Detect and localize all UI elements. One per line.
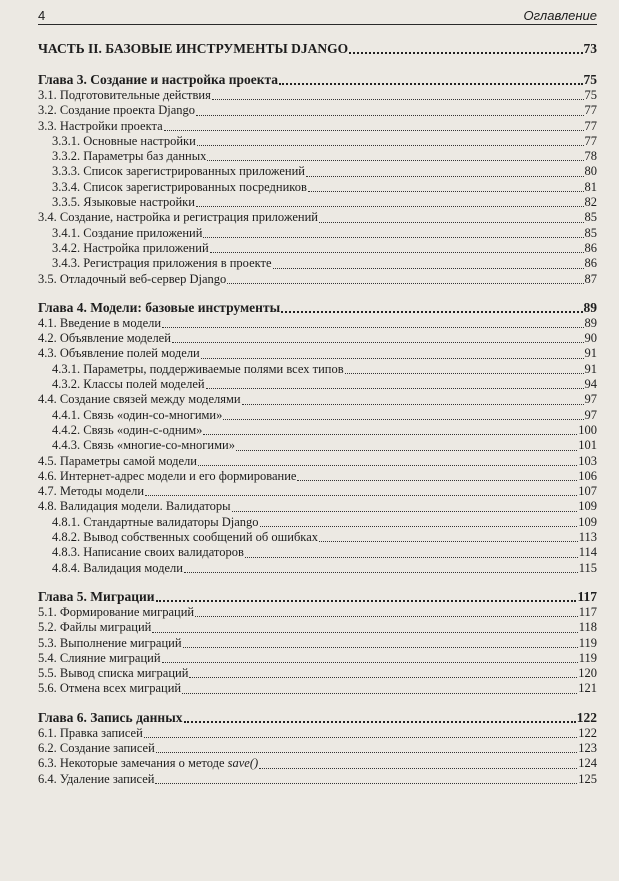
entry-title bbox=[38, 331, 171, 346]
entry-title-text: 4.8.3. Написание своих валидаторов bbox=[52, 545, 244, 560]
toc-subsection-entry[interactable] bbox=[38, 226, 597, 241]
chapter-page: 122 bbox=[576, 709, 597, 725]
dot-leader bbox=[242, 404, 584, 405]
toc-chapter-heading[interactable] bbox=[38, 588, 597, 605]
toc-subsection-entry[interactable] bbox=[38, 545, 597, 560]
entry-title-text: 3.5. Отладочный веб-сервер Django bbox=[38, 271, 227, 286]
entry-title-text: 4.6. Интернет-адрес модели и его формирование bbox=[38, 468, 297, 483]
entry-title bbox=[38, 605, 194, 620]
toc-part-heading bbox=[38, 40, 597, 57]
entry-page: 113 bbox=[578, 530, 597, 545]
entry-page: 114 bbox=[578, 545, 597, 560]
toc-section-entry[interactable] bbox=[38, 316, 597, 331]
toc-subsection-entry[interactable] bbox=[38, 149, 597, 164]
dot-leader bbox=[201, 358, 584, 359]
entry-page: 125 bbox=[578, 771, 597, 786]
dot-leader bbox=[306, 176, 584, 177]
entry-title-text: 6.4. Удаление записей bbox=[38, 771, 155, 786]
toc-subsection-entry[interactable] bbox=[38, 561, 597, 576]
entry-page: 107 bbox=[578, 484, 597, 499]
entry-page: 94 bbox=[584, 377, 597, 392]
entry-title-text: 3.3.4. Список зарегистрированных посредников bbox=[52, 179, 307, 194]
dot-leader bbox=[195, 616, 578, 617]
entry-title-text: 4.3.2. Классы полей моделей bbox=[52, 377, 205, 392]
toc-section-entry[interactable] bbox=[38, 454, 597, 469]
entry-page: 91 bbox=[584, 361, 597, 376]
entry-title-text: 5.5. Вывод списка миграций bbox=[38, 666, 189, 681]
entry-title bbox=[52, 226, 202, 241]
dot-leader bbox=[281, 311, 582, 313]
entry-title bbox=[52, 241, 209, 256]
entry-title bbox=[38, 726, 143, 741]
entry-page: 78 bbox=[584, 149, 597, 164]
toc-subsection-entry[interactable] bbox=[38, 195, 597, 210]
entry-title bbox=[38, 103, 195, 118]
entry-title bbox=[38, 651, 161, 666]
entry-page: 106 bbox=[578, 468, 597, 483]
entry-title-text: 6.3. Некоторые замечания о методе bbox=[38, 756, 228, 771]
toc-section-entry[interactable] bbox=[38, 469, 597, 484]
entry-title-text: 5.1. Формирование миграций bbox=[38, 604, 195, 619]
toc-section-entry[interactable] bbox=[38, 651, 597, 666]
entry-title-text: 3.4.1. Создание приложений bbox=[52, 225, 203, 240]
toc-section-entry[interactable] bbox=[38, 499, 597, 514]
entry-title bbox=[52, 256, 272, 271]
entry-title bbox=[52, 423, 202, 438]
chapter-page: 117 bbox=[577, 588, 597, 604]
toc-subsection-entry[interactable] bbox=[38, 408, 597, 423]
entry-page: 109 bbox=[578, 499, 597, 514]
entry-title bbox=[38, 210, 318, 225]
toc-subsection-entry[interactable] bbox=[38, 515, 597, 530]
entry-title bbox=[38, 272, 226, 287]
entry-title-text: 3.3.5. Языковые настройки bbox=[52, 195, 195, 210]
dot-leader bbox=[308, 191, 584, 192]
entry-page: 109 bbox=[578, 514, 597, 529]
entry-page: 123 bbox=[578, 740, 597, 755]
toc-section-entry[interactable] bbox=[38, 346, 597, 361]
toc-section-entry[interactable] bbox=[38, 666, 597, 681]
part-page: 73 bbox=[583, 41, 597, 56]
entry-title-text: 3.4.3. Регистрация приложения в проекте bbox=[52, 256, 272, 271]
entry-title-text: 5.4. Слияние миграций bbox=[38, 650, 161, 665]
entry-page: 89 bbox=[584, 315, 597, 330]
dot-leader bbox=[223, 419, 583, 420]
dot-leader bbox=[206, 388, 584, 389]
entry-title-text: 4.4.2. Связь «один-с-одним» bbox=[52, 422, 203, 437]
entry-page: 82 bbox=[584, 195, 597, 210]
dot-leader bbox=[259, 768, 577, 769]
dot-leader bbox=[152, 632, 577, 633]
entry-title-text: 3.3.2. Параметры баз данных bbox=[52, 149, 207, 164]
entry-title-text: 4.4.3. Связь «многие-со-многими» bbox=[52, 438, 235, 453]
entry-title bbox=[38, 88, 211, 103]
dot-leader bbox=[227, 283, 583, 284]
dot-leader bbox=[197, 145, 584, 146]
entry-title-text: 3.3.3. Список зарегистрированных приложений bbox=[52, 164, 305, 179]
chapter-title: Глава 3. Создание и настройка проекта bbox=[38, 72, 279, 87]
entry-page: 103 bbox=[578, 453, 597, 468]
entry-title-text: 4.4. Создание связей между моделями bbox=[38, 392, 241, 407]
toc-subsection-entry[interactable] bbox=[38, 256, 597, 271]
entry-title bbox=[52, 149, 206, 164]
entry-title-text: 6.1. Правка записей bbox=[38, 725, 143, 740]
dot-leader bbox=[145, 495, 577, 496]
entry-title-text: 3.3.1. Основные настройки bbox=[52, 133, 196, 148]
toc-chapter-heading[interactable] bbox=[38, 299, 597, 316]
entry-title bbox=[38, 392, 241, 407]
entry-title bbox=[38, 636, 182, 651]
entry-page: 90 bbox=[584, 331, 597, 346]
dot-leader bbox=[156, 752, 577, 753]
dot-leader bbox=[144, 737, 577, 738]
entry-page: 77 bbox=[584, 118, 597, 133]
entry-title bbox=[52, 545, 244, 560]
chapter-title: Глава 5. Миграции bbox=[38, 588, 155, 604]
dot-leader bbox=[207, 160, 583, 161]
entry-title bbox=[38, 620, 151, 635]
entry-title-text: 4.1. Введение в модели bbox=[38, 315, 162, 330]
entry-title bbox=[52, 134, 196, 149]
dot-leader bbox=[172, 342, 584, 343]
dot-leader bbox=[182, 693, 577, 694]
entry-title bbox=[38, 499, 231, 514]
entry-title-text: 4.5. Параметры самой модели bbox=[38, 453, 197, 468]
entry-title bbox=[52, 438, 235, 453]
chapter-spacer bbox=[38, 287, 597, 299]
dot-leader bbox=[212, 99, 584, 100]
dot-leader bbox=[184, 721, 576, 723]
dot-leader bbox=[279, 83, 582, 85]
entry-title bbox=[38, 316, 161, 331]
toc-subsection-entry[interactable] bbox=[38, 241, 597, 256]
entry-title-text: 4.8.1. Стандартные валидаторы Django bbox=[52, 514, 259, 529]
entry-page: 86 bbox=[584, 256, 597, 271]
toc-section-entry[interactable] bbox=[38, 605, 597, 620]
dot-leader bbox=[196, 206, 584, 207]
entry-page: 124 bbox=[578, 756, 597, 771]
entry-title-text: 4.4.1. Связь «один-со-многими» bbox=[52, 407, 223, 422]
entry-page: 97 bbox=[584, 407, 597, 422]
toc-chapter-heading[interactable] bbox=[38, 709, 597, 726]
entry-title-text: 4.3. Объявление полей модели bbox=[38, 346, 200, 361]
dot-leader bbox=[245, 557, 578, 558]
toc-subsection-entry[interactable] bbox=[38, 438, 597, 453]
entry-title-text: 3.2. Создание проекта Django bbox=[38, 103, 196, 118]
entry-page: 97 bbox=[584, 392, 597, 407]
toc-section-entry[interactable] bbox=[38, 484, 597, 499]
toc-subsection-entry[interactable] bbox=[38, 423, 597, 438]
running-title: Оглавление bbox=[523, 8, 597, 23]
entry-page: 77 bbox=[584, 103, 597, 118]
toc-section-entry[interactable] bbox=[38, 741, 597, 756]
entry-title-text: 5.6. Отмена всех миграций bbox=[38, 681, 182, 696]
toc-section-entry[interactable] bbox=[38, 103, 597, 118]
entry-page: 122 bbox=[578, 725, 597, 740]
entry-page: 81 bbox=[584, 179, 597, 194]
toc-section-entry[interactable] bbox=[38, 772, 597, 787]
entry-title bbox=[52, 195, 195, 210]
entry-title-text: 4.8.2. Вывод собственных сообщений об ошибках bbox=[52, 530, 318, 545]
entry-title bbox=[38, 119, 163, 134]
entry-title-text: 4.7. Методы модели bbox=[38, 484, 145, 499]
chapter-page: 89 bbox=[583, 299, 597, 315]
entry-page: 80 bbox=[584, 164, 597, 179]
toc-section-entry[interactable] bbox=[38, 210, 597, 225]
entry-page: 87 bbox=[584, 271, 597, 286]
table-of-contents bbox=[38, 40, 597, 787]
entry-title bbox=[38, 741, 155, 756]
entry-title-text: 3.4. Создание, настройка и регистрация приложений bbox=[38, 210, 318, 225]
entry-title-text: 3.1. Подготовительные действия bbox=[38, 88, 211, 102]
toc-section-entry[interactable] bbox=[38, 756, 597, 771]
entry-title bbox=[52, 164, 305, 179]
part-title: ЧАСТЬ II. БАЗОВЫЕ ИНСТРУМЕНТЫ DJANGO bbox=[38, 41, 349, 56]
dot-leader bbox=[297, 480, 577, 481]
entry-title bbox=[38, 756, 258, 771]
dot-leader bbox=[183, 647, 578, 648]
toc-subsection-entry[interactable] bbox=[38, 362, 597, 377]
dot-leader bbox=[210, 252, 584, 253]
toc-section-entry[interactable] bbox=[38, 119, 597, 134]
chapter-title: Глава 6. Запись данных bbox=[38, 709, 183, 725]
dot-leader bbox=[184, 572, 578, 573]
page-number: 4 bbox=[38, 8, 46, 23]
entry-title-text: 4.8. Валидация модели. Валидаторы bbox=[38, 499, 231, 514]
running-header bbox=[38, 6, 597, 25]
toc-chapter-heading[interactable] bbox=[38, 71, 597, 88]
toc-section-entry[interactable] bbox=[38, 392, 597, 407]
chapter-spacer bbox=[38, 697, 597, 709]
entry-title-text: 5.2. Файлы миграций bbox=[38, 620, 152, 635]
chapter-title: Глава 4. Модели: базовые инструменты bbox=[38, 299, 281, 315]
entry-title-text: 3.4.2. Настройка приложений bbox=[52, 240, 209, 255]
toc-subsection-entry[interactable] bbox=[38, 530, 597, 545]
chapter-page: 75 bbox=[583, 72, 597, 87]
toc-section-entry[interactable] bbox=[38, 272, 597, 287]
dot-leader bbox=[260, 526, 578, 527]
entry-title bbox=[38, 484, 144, 499]
entry-title bbox=[38, 772, 154, 787]
entry-page: 119 bbox=[578, 650, 597, 665]
chapter-spacer bbox=[38, 576, 597, 588]
entry-page: 117 bbox=[578, 604, 597, 619]
entry-title-text: 5.3. Выполнение миграций bbox=[38, 635, 182, 650]
entry-page: 118 bbox=[578, 620, 597, 635]
dot-leader bbox=[189, 677, 577, 678]
dot-leader bbox=[156, 600, 577, 602]
entry-title-code: save() bbox=[227, 756, 259, 771]
entry-title bbox=[38, 454, 197, 469]
dot-leader bbox=[203, 434, 577, 435]
dot-leader bbox=[203, 237, 583, 238]
dot-leader bbox=[162, 327, 583, 328]
dot-leader bbox=[345, 373, 584, 374]
entry-page: 115 bbox=[578, 560, 597, 575]
entry-title-text: 6.2. Создание записей bbox=[38, 740, 155, 755]
entry-page: 120 bbox=[578, 666, 597, 681]
entry-page: 85 bbox=[584, 225, 597, 240]
entry-title bbox=[52, 377, 205, 392]
toc-section-entry[interactable] bbox=[38, 726, 597, 741]
toc-subsection-entry[interactable] bbox=[38, 164, 597, 179]
dot-leader bbox=[162, 662, 578, 663]
dot-leader bbox=[319, 541, 578, 542]
entry-title-text: 4.8.4. Валидация модели bbox=[52, 560, 183, 575]
entry-title bbox=[38, 681, 181, 696]
dot-leader bbox=[232, 511, 578, 512]
dot-leader bbox=[349, 52, 582, 54]
toc-section-entry[interactable] bbox=[38, 620, 597, 635]
entry-page: 101 bbox=[578, 438, 597, 453]
entry-page: 85 bbox=[584, 210, 597, 225]
entry-title bbox=[52, 561, 183, 576]
toc-subsection-entry[interactable] bbox=[38, 134, 597, 149]
entry-title bbox=[52, 180, 307, 195]
entry-page: 75 bbox=[584, 88, 597, 102]
dot-leader bbox=[155, 783, 577, 784]
entry-title bbox=[52, 362, 344, 377]
entry-title bbox=[52, 515, 259, 530]
toc-subsection-entry[interactable] bbox=[38, 377, 597, 392]
dot-leader bbox=[198, 465, 577, 466]
entry-page: 86 bbox=[584, 240, 597, 255]
toc-section-entry[interactable] bbox=[38, 88, 597, 103]
dot-leader bbox=[236, 450, 577, 451]
entry-page: 91 bbox=[584, 346, 597, 361]
entry-page: 119 bbox=[578, 635, 597, 650]
dot-leader bbox=[273, 268, 584, 269]
toc-section-entry[interactable] bbox=[38, 636, 597, 651]
entry-title bbox=[38, 346, 200, 361]
entry-page: 121 bbox=[578, 681, 597, 696]
entry-title-text: 4.3.1. Параметры, поддерживаемые полями всех типов bbox=[52, 361, 344, 376]
entry-title bbox=[52, 408, 222, 423]
toc-section-entry[interactable] bbox=[38, 681, 597, 696]
entry-title bbox=[52, 530, 318, 545]
entry-title bbox=[38, 666, 188, 681]
dot-leader bbox=[196, 115, 583, 116]
dot-leader bbox=[319, 222, 584, 223]
dot-leader bbox=[164, 130, 584, 131]
entry-page: 77 bbox=[584, 133, 597, 148]
toc-subsection-entry[interactable] bbox=[38, 180, 597, 195]
entry-page: 100 bbox=[578, 422, 597, 437]
entry-title bbox=[38, 469, 296, 484]
entry-title-text: 4.2. Объявление моделей bbox=[38, 331, 171, 346]
toc-section-entry[interactable] bbox=[38, 331, 597, 346]
entry-title-text: 3.3. Настройки проекта bbox=[38, 118, 163, 133]
